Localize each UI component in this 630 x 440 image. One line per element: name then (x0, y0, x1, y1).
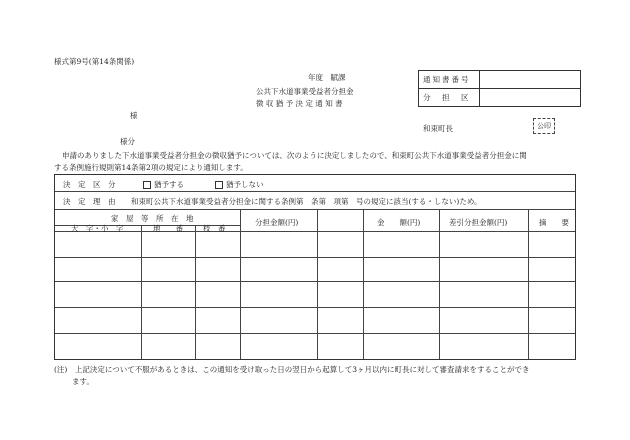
col-edaban: 枝 番 (203, 224, 226, 233)
col-diff: 差引分担金額(円) (449, 218, 508, 227)
recipient-suffix: 様 (130, 111, 138, 120)
note-line2: ます。 (72, 377, 94, 386)
decision-label: 決 定 区 分 (63, 180, 116, 189)
title-line2: 徴 収 猶 予 決 定 通 知 書 (256, 99, 343, 108)
note-line1: (注) 上記決定について不服があるときは、この通知を受け取った日の翌日から起算して3ヶ月以内に町長に対して審査請求をすることができ (54, 365, 530, 374)
reason-text: 和束町公共下水道事業受益者分担金に関する条例第 条第 項第 号の規定に該当(する・しない)ため。 (131, 197, 482, 206)
mayor-name: 和束町長 (423, 124, 453, 133)
reason-label: 決 定 理 由 (63, 197, 116, 206)
col-location: 家 屋 等 所 在 地 (111, 214, 194, 223)
col-aza: 大 字・小 字 (71, 224, 124, 233)
checkbox-grant[interactable] (143, 181, 151, 189)
fiscal-year: 年度 賦課 (308, 73, 346, 82)
intro-line1: 申請のありました下水道事業受益者分担金の徴収猶予については、次のように決定しましたので、和束町公共下水道事業受益者分担金に関 (62, 151, 527, 160)
checkbox-deny[interactable] (215, 181, 223, 189)
official-seal: 公印 (533, 118, 555, 134)
option-grant-label: 猶予する (154, 180, 184, 189)
notice-info-box (418, 70, 581, 107)
form-number: 様式第9号(第14条関係) (54, 57, 135, 66)
option-deny-label: 猶予しない (226, 180, 264, 189)
district-field[interactable] (480, 89, 581, 107)
deferral-table (54, 174, 576, 360)
col-remarks: 摘 要 (539, 218, 569, 227)
notice-no-field[interactable] (480, 71, 581, 89)
col-amount: 分担金額(円) (255, 218, 299, 227)
intro-line2: する条例施行規則第14条第2項の規定により通知します。 (54, 163, 248, 172)
decision-option-grant[interactable] (143, 179, 184, 190)
col-banchi: 地 番 (153, 224, 183, 233)
allotment-suffix: 様分 (120, 137, 135, 146)
col-kin: 金 額(円) (377, 218, 421, 227)
district-label: 分 担 区 (419, 89, 480, 107)
title-line1: 公共下水道事業受益者分担金 (256, 87, 354, 96)
notice-no-label: 通知書番号 (419, 71, 480, 89)
decision-option-deny[interactable] (215, 179, 264, 190)
